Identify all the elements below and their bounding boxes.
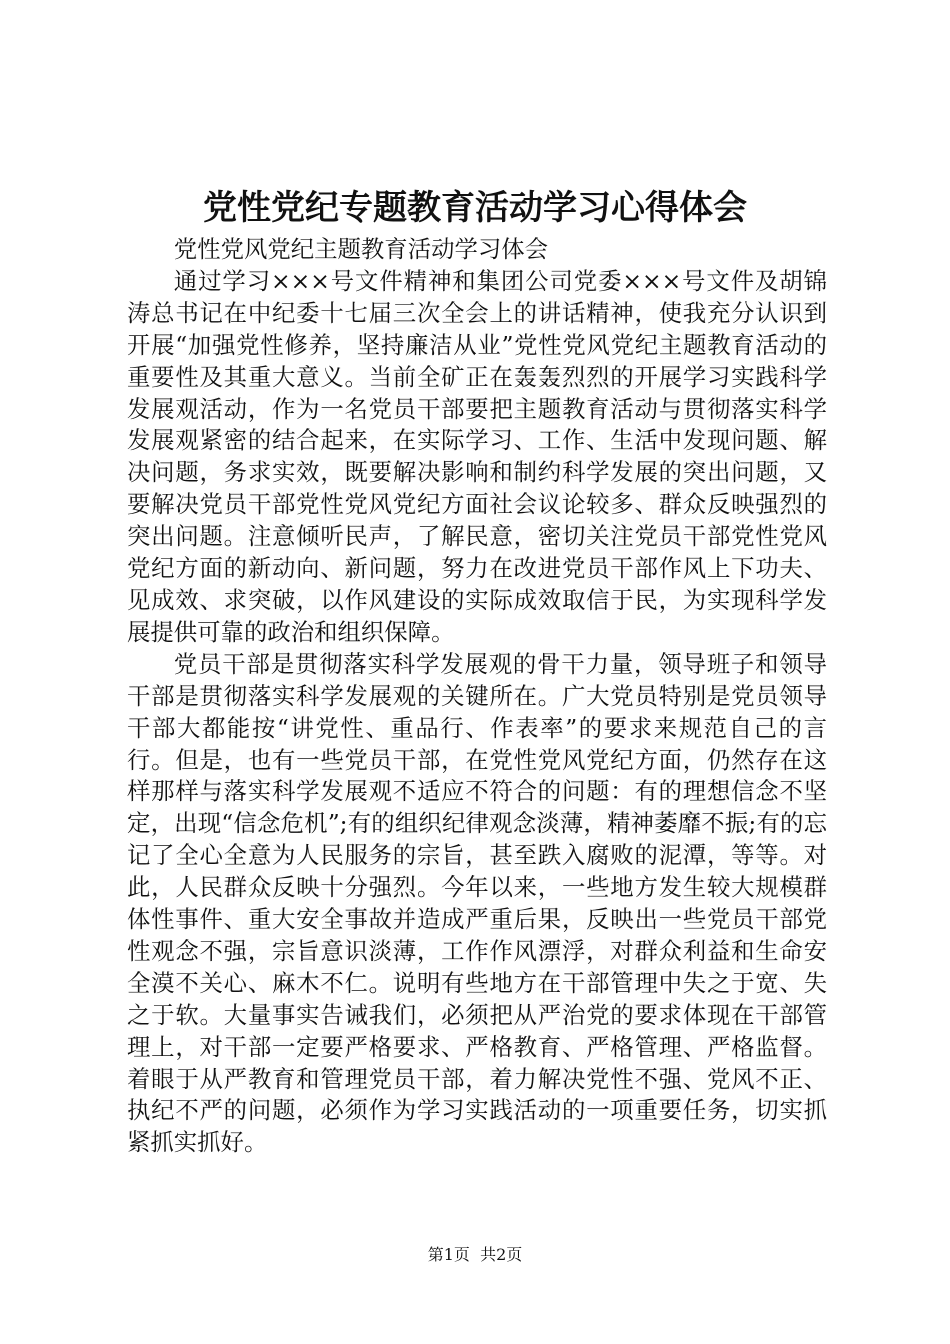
document-title: 党性党纪专题教育活动学习心得体会: [203, 188, 747, 228]
document-body: [127, 234, 827, 1159]
body-paragraph: 党员干部是贯彻落实科学发展观的骨干力量，领导班子和领导干部是贯彻落实科学发展观的关键所在。广大党员特别是党员领导干部大都能按“讲党性、重品行、作表率”的要求来规范自己的言行。但是，也有一些党员干部，在党性党风党纪方面，仍然存在这样那样与落实科学发展观不适应不符合的问题：有的理想信念不坚定，出现“信念危机”;有的组织纪律观念淡薄，精神萎靡不振;有的忘记了全心全意为人民服务的宗旨，甚至跌入腐败的泥潭，等等。对此，人民群众反映十分强烈。今年以来，一些地方发生较大规模群体性事件、重大安全事故并造成严重后果，反映出一些党员干部党性观念不强，宗旨意识淡薄，工作作风漂浮，对群众利益和生命安全漠不关心、麻木不仁。说明有些地方在干部管理中失之于宽、失之于软。大量事实告诫我们，必须把从严治党的要求体现在干部管理上，对干部一定要严格要求、严格教育、严格管理、严格监督。着眼于从严教育和管理党员干部，着力解决党性不强、党风不正、执纪不严的问题，必须作为学习实践活动的一项重要任务，切实抓紧抓实抓好。: [127, 649, 827, 1157]
page-footer: [0, 1244, 950, 1266]
body-paragraph: 通过学习×××号文件精神和集团公司党委×××号文件及胡锦涛总书记在中纪委十七届三次全会上的讲话精神，使我充分认识到开展“加强党性修养，坚持廉洁从业”党性党风党纪主题教育活动的重要性及其重大意义。当前全矿正在轰轰烈烈的开展学习实践科学发展观活动，作为一名党员干部要把主题教育活动与贯彻落实科学发展观紧密的结合起来，在实际学习、工作、生活中发现问题、解决问题，务求实效，既要解决影响和制约科学发展的突出问题，又要解决党员干部党性党风党纪方面社会议论较多、群众反映强烈的突出问题。注意倾听民声，了解民意，密切关注党员干部党性党风党纪方面的新动向、新问题，努力在改进党员干部作风上下功夫、见成效、求突破，以作风建设的实际成效取信于民，为实现科学发展提供可靠的政治和组织保障。: [127, 266, 827, 646]
page-total: 共2页: [480, 1245, 523, 1264]
subtitle-paragraph: 党性党风党纪主题教育活动学习体会: [173, 235, 549, 263]
page-number: 第1页: [427, 1245, 470, 1264]
